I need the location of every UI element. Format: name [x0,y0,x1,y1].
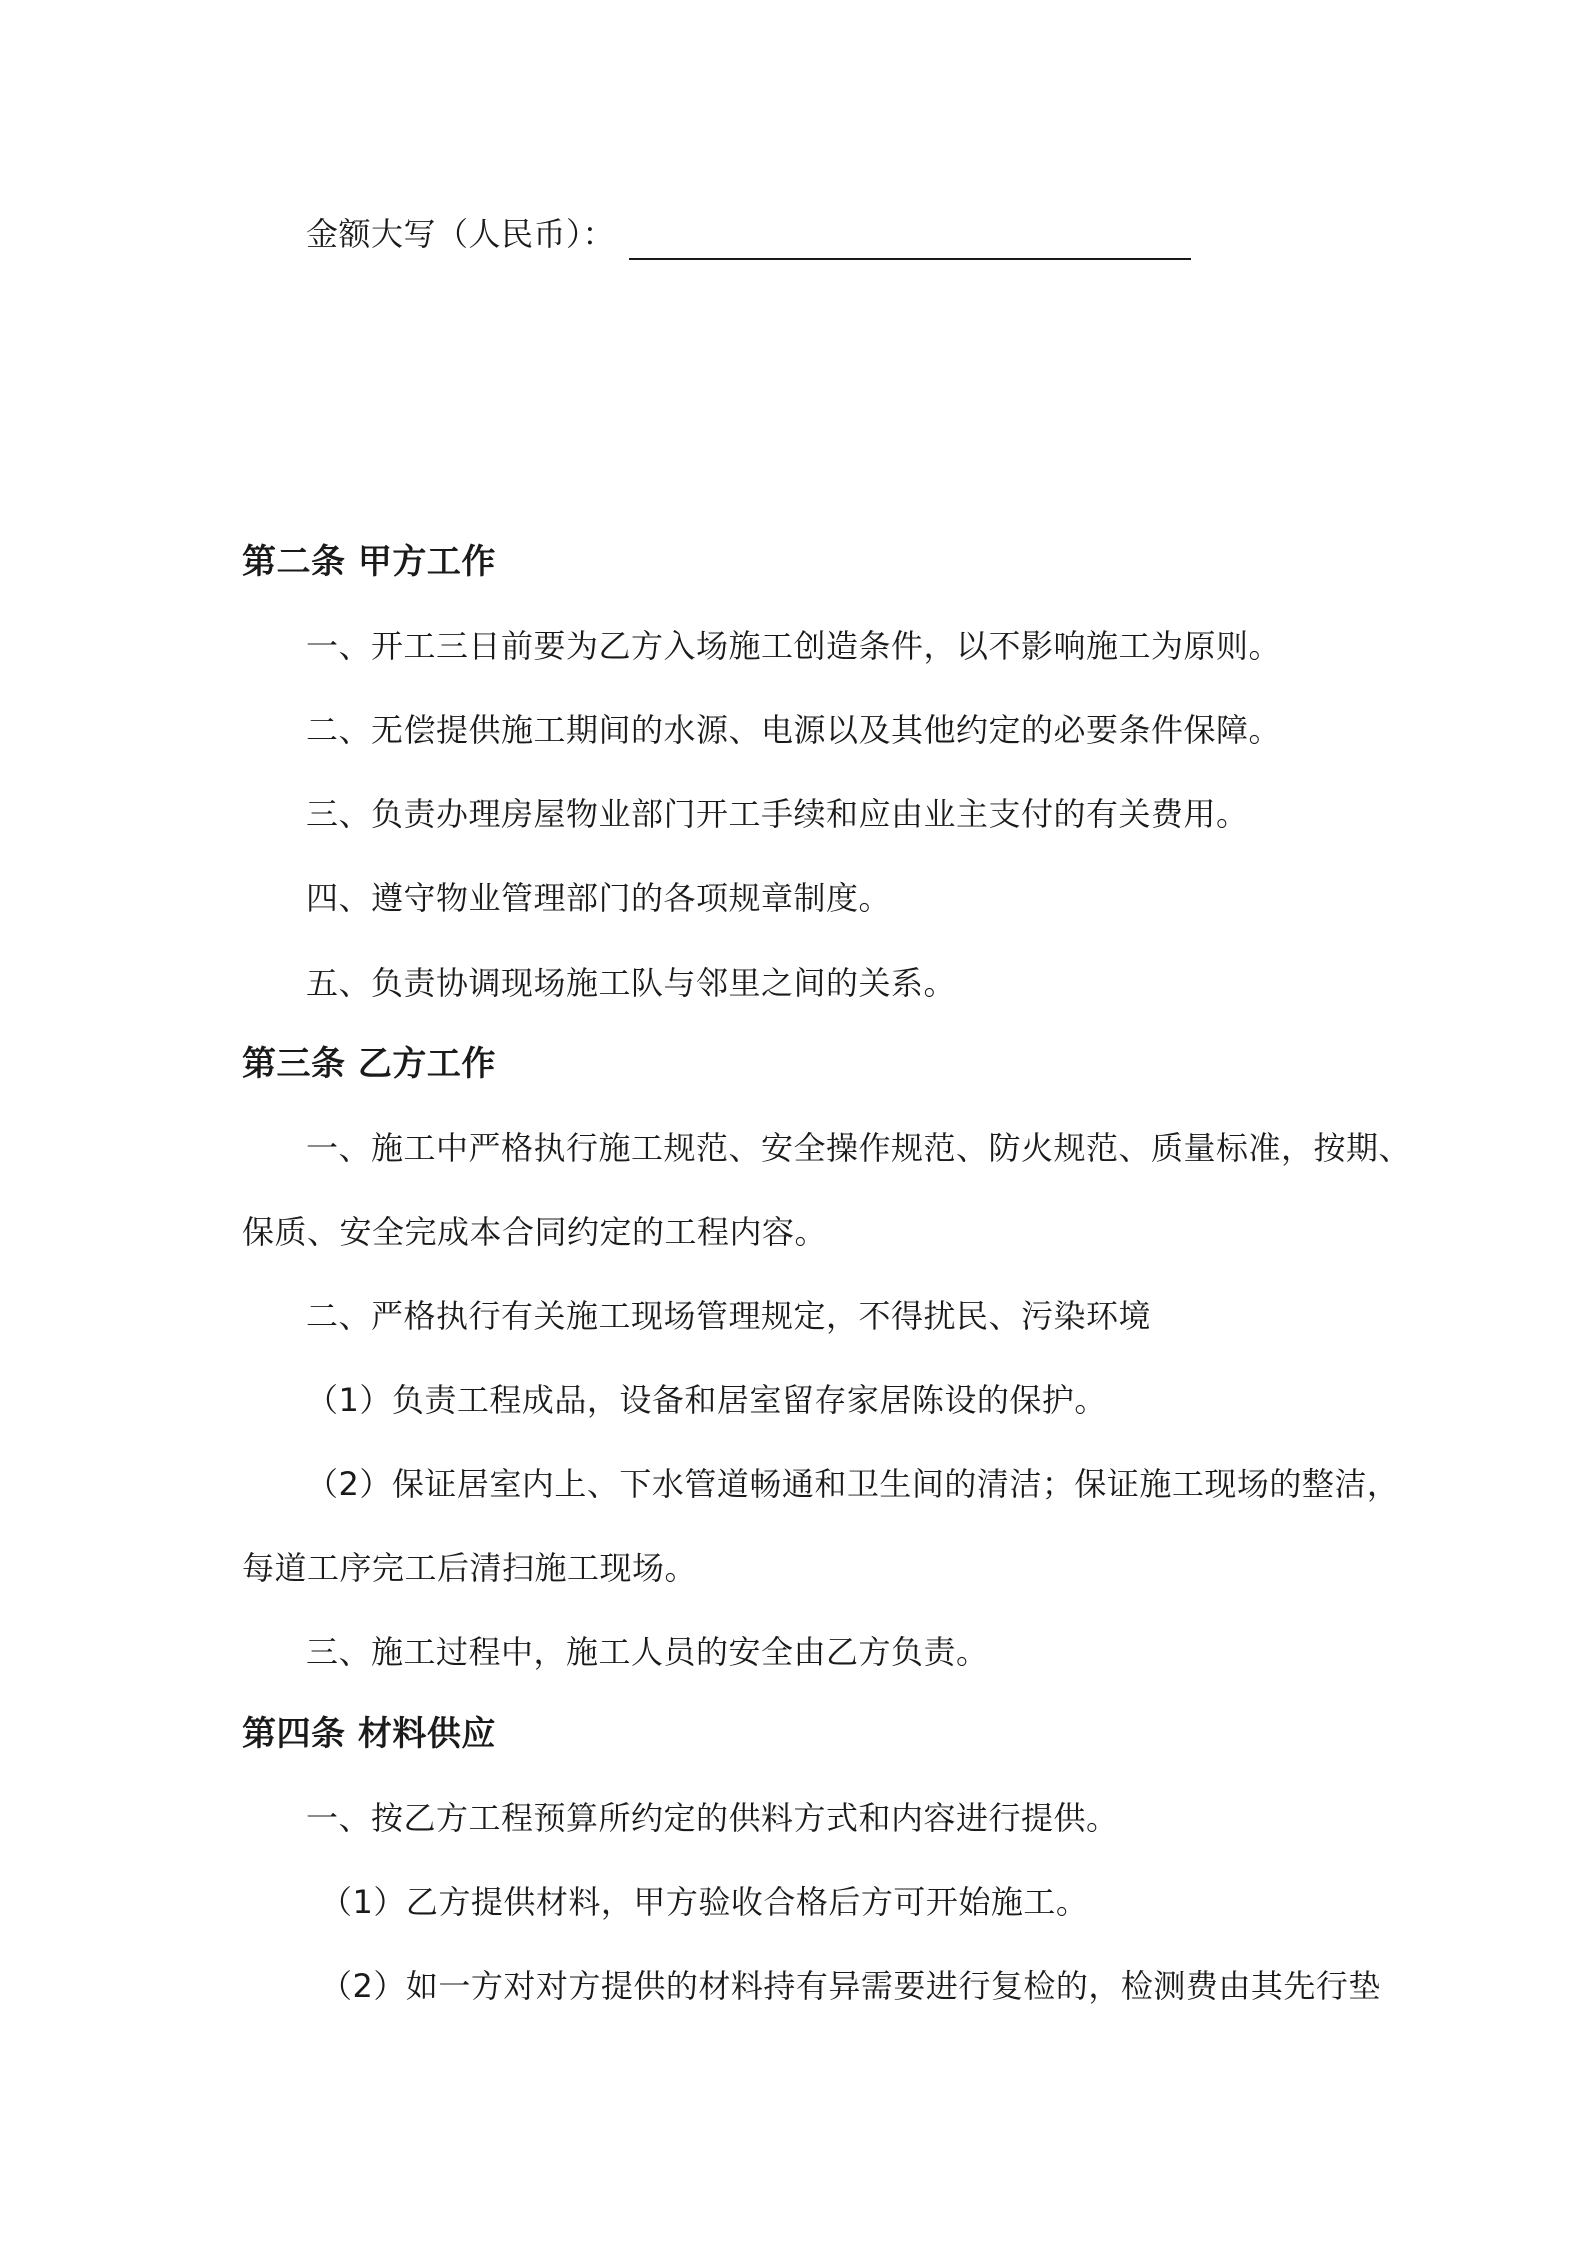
amount-label: 金额大写（人民币）： [306,215,616,253]
amount-blank-field[interactable] [629,222,1191,260]
article-2-clause-4: 四、遵守物业管理部门的各项规章制度。 [306,879,892,917]
article-4-clause-1: 一、按乙方工程预算所约定的供料方式和内容进行提供。 [306,1799,1119,1837]
article-4-clause-1-item-1: （1）乙方提供材料，甲方验收合格后方可开始施工。 [320,1883,1089,1921]
section-heading-article-4: 第四条 材料供应 [242,1714,496,1754]
article-3-clause-2: 二、严格执行有关施工现场管理规定，不得扰民、污染环境 [306,1297,1152,1335]
article-2-clause-2: 二、无偿提供施工期间的水源、电源以及其他约定的必要条件保障。 [306,711,1282,749]
article-3-clause-2-item-2: （2）保证居室内上、下水管道畅通和卫生间的清洁；保证施工现场的整洁， [306,1465,1400,1503]
amount-row [306,212,1191,256]
article-3-clause-1: 一、施工中严格执行施工规范、安全操作规范、防火规范、质量标准，按期、 [306,1129,1412,1167]
article-3-clause-3: 三、施工过程中，施工人员的安全由乙方负责。 [306,1633,989,1671]
section-heading-article-2: 第二条 甲方工作 [242,542,496,582]
article-2-clause-5: 五、负责协调现场施工队与邻里之间的关系。 [306,964,957,1002]
article-4-clause-1-item-2: （2）如一方对对方提供的材料持有异需要进行复检的，检测费由其先行垫 [320,1967,1381,2005]
article-3-clause-1-continued: 保质、安全完成本合同约定的工程内容。 [242,1213,828,1251]
section-heading-article-3: 第三条 乙方工作 [242,1044,496,1084]
article-3-clause-2-item-2-continued: 每道工序完工后清扫施工现场。 [242,1549,698,1587]
article-2-clause-3: 三、负责办理房屋物业部门开工手续和应由业主支付的有关费用。 [306,795,1249,833]
article-2-clause-1: 一、开工三日前要为乙方入场施工创造条件，以不影响施工为原则。 [306,627,1282,665]
article-3-clause-2-item-1: （1）负责工程成品，设备和居室留存家居陈设的保护。 [306,1381,1107,1419]
